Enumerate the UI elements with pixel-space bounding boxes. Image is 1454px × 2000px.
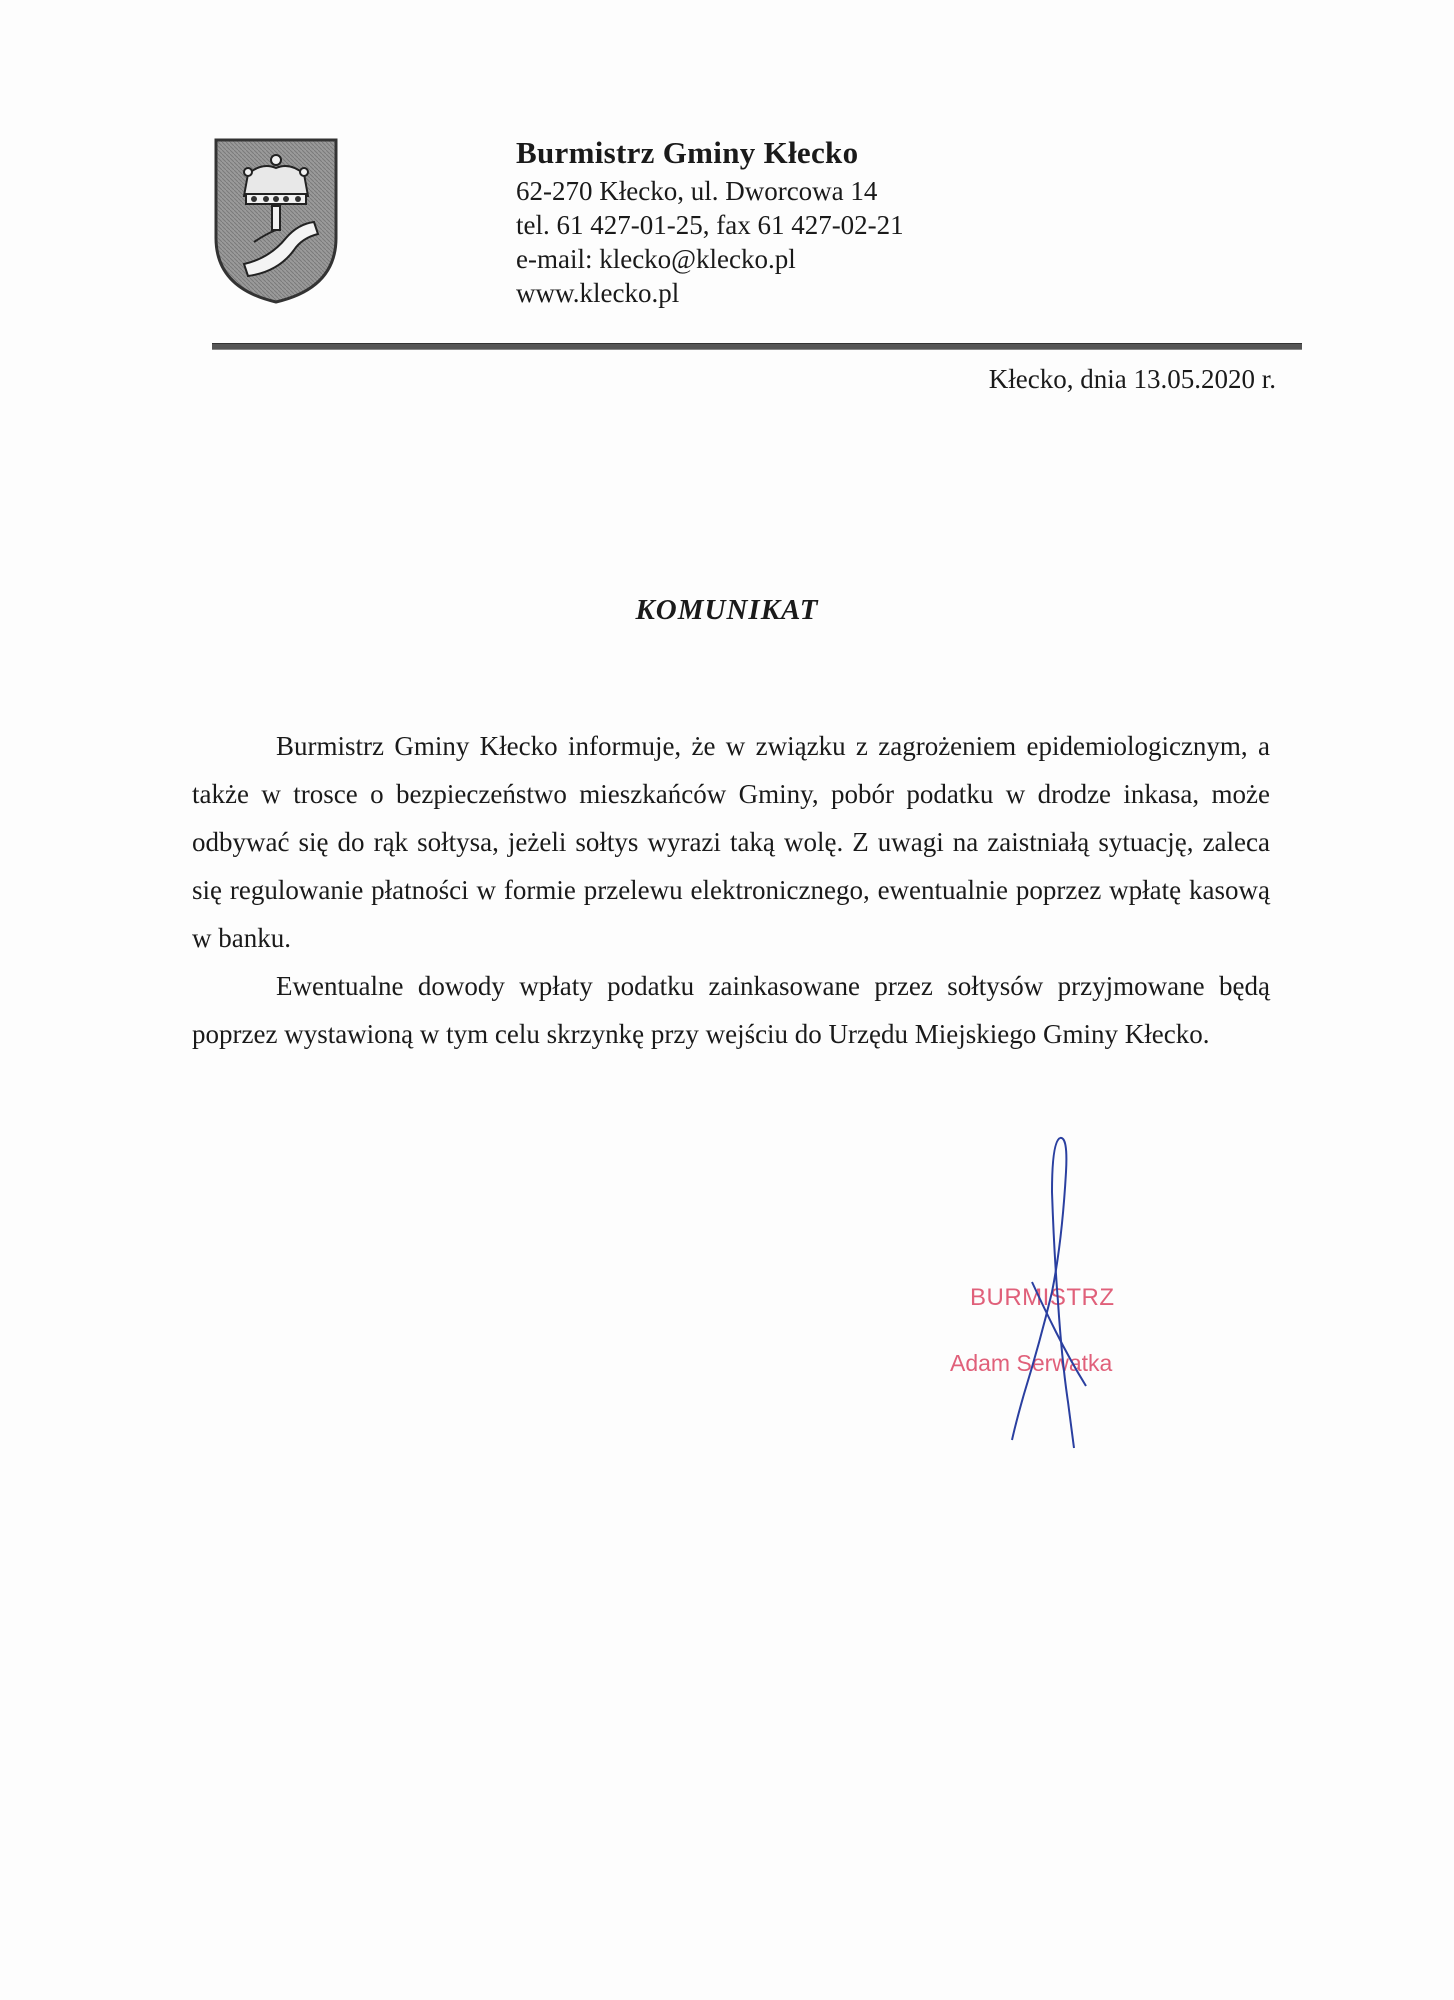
paragraph: Ewentualne dowody wpłaty podatku zainkasowane przez sołtysów przyjmowane będą poprzez wystawioną w tym celu skrzynkę przy wejściu do Urzędu Miejskiego Gminy Kłecko.: [192, 971, 1270, 1049]
document-title: KOMUNIKAT: [635, 594, 819, 626]
phone-fax: tel. 61 427-01-25, fax 61 427-02-21: [516, 210, 904, 240]
header-divider: [212, 343, 1302, 350]
stamp-title: BURMISTRZ: [970, 1284, 1115, 1311]
stamp-name: Adam Serwatka: [950, 1350, 1113, 1376]
signature-icon: [940, 1132, 1160, 1452]
paragraph: Burmistrz Gminy Kłecko informuje, że w związku z zagrożeniem epidemiologicznym, a także w trosce o bezpieczeństwo mieszkańców Gminy, pobór podatku w drodze inkasa, może odbywać się do rąk sołtysa, jeżeli sołtys wyrazi taką wolę. Z uwagi na zaistniałą sytuację, zaleca się regulowanie płatności w formie przelewu elektronicznego, ewentualnie poprzez wpłatę kasową w banku.: [192, 731, 1270, 953]
website: www.klecko.pl: [516, 278, 680, 308]
organization-name: Burmistrz Gminy Kłecko: [516, 135, 859, 170]
document-body: [192, 722, 1270, 1058]
letterhead: [516, 132, 904, 310]
email: e-mail: klecko@klecko.pl: [516, 244, 796, 274]
official-stamp: [940, 1132, 1160, 1452]
coat-of-arms-icon: [214, 138, 338, 304]
address: 62-270 Kłecko, ul. Dworcowa 14: [516, 176, 878, 206]
date-line: Kłecko, dnia 13.05.2020 r.: [988, 364, 1276, 394]
